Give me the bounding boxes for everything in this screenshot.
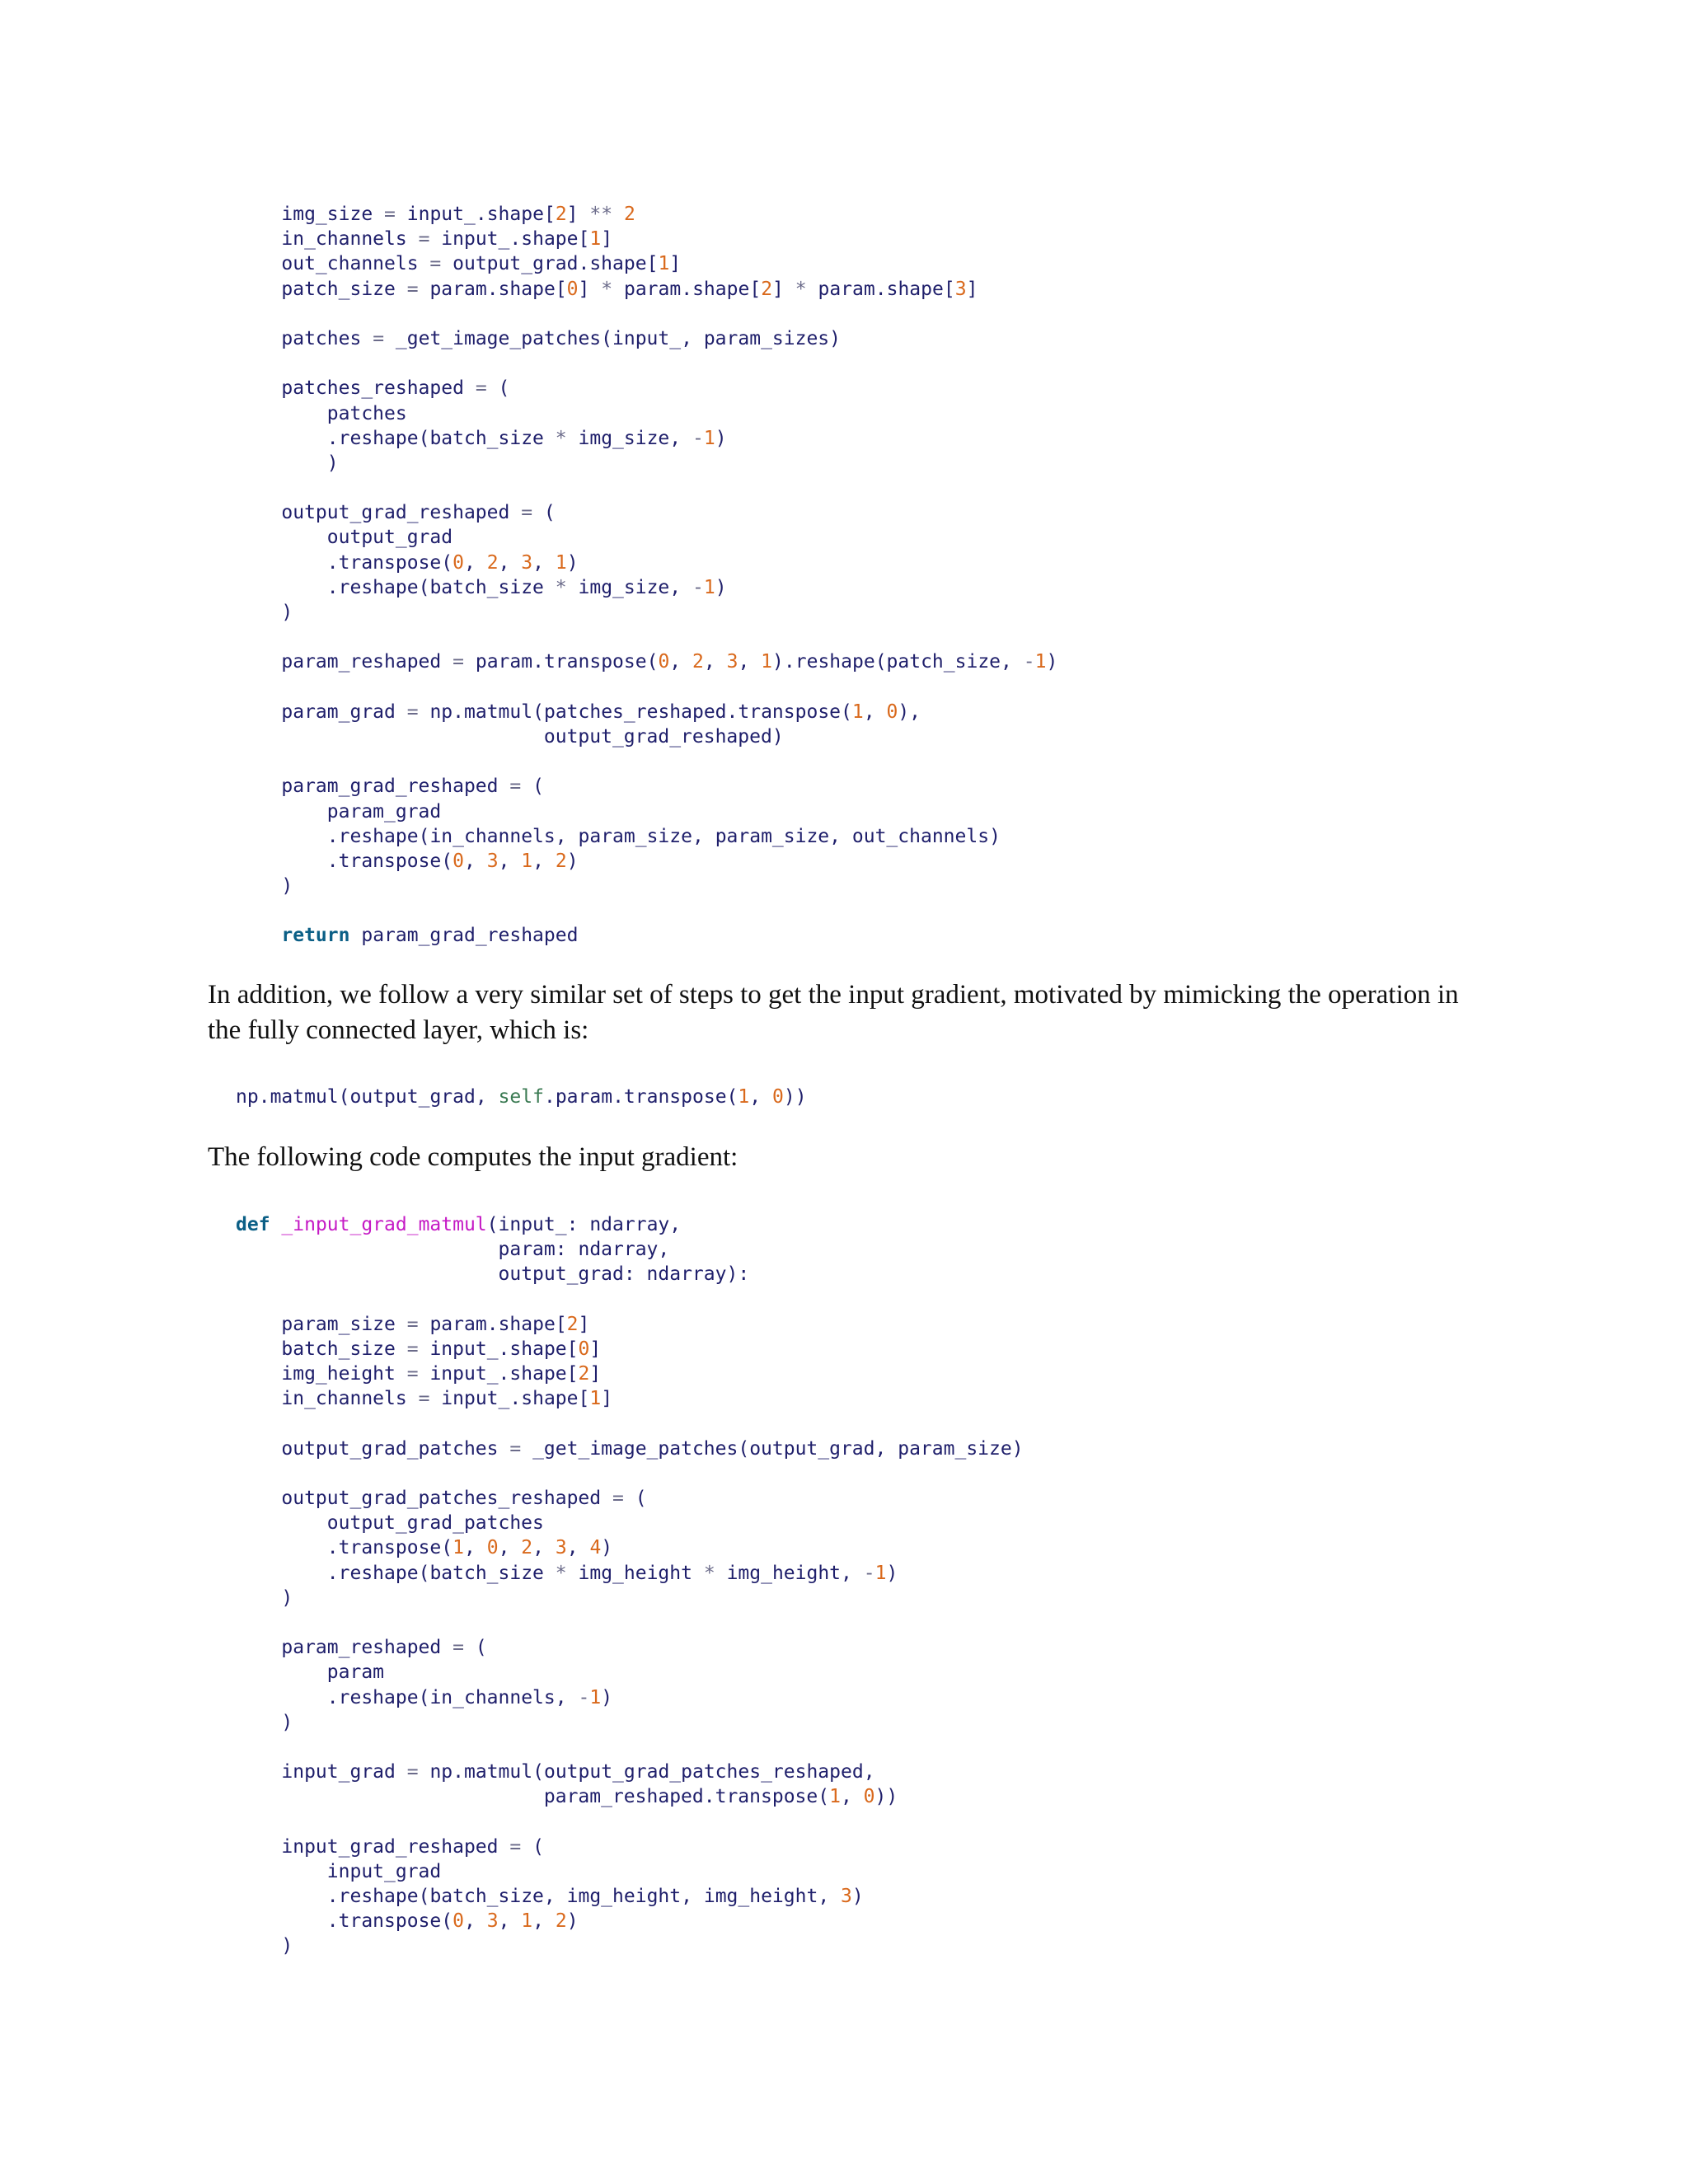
- code-line: def _input_grad_matmul(input_: ndarray,: [236, 1214, 682, 1235]
- code-line: output_grad_patches_reshaped = (: [281, 1488, 647, 1510]
- code-line: .transpose(0, 3, 1, 2): [326, 1910, 579, 1933]
- code-line: output_grad_reshaped): [543, 725, 784, 748]
- code-line: patch_size = param.shape[0] * param.shape[2] * param.shape[3]: [281, 278, 978, 300]
- code-line: output_grad_patches: [326, 1512, 544, 1535]
- code-line: param_grad: [326, 800, 442, 823]
- code-line: np.matmul(output_grad, self.param.transpose(1, 0)): [236, 1086, 807, 1108]
- code-line: output_grad_reshaped = (: [281, 502, 556, 524]
- code-line: input_grad_reshaped = (: [281, 1835, 544, 1858]
- code-line: img_height = input_.shape[2]: [281, 1363, 602, 1385]
- paragraph-input-gradient-code-intro: The following code computes the input gradient:: [208, 1142, 738, 1172]
- code-line: param: ndarray,: [498, 1239, 670, 1261]
- code-line: batch_size = input_.shape[0]: [281, 1338, 602, 1360]
- code-line: in_channels = input_.shape[1]: [281, 1388, 613, 1410]
- code-line: .reshape(batch_size, img_height, img_height, 3): [326, 1886, 864, 1908]
- code-block-param-grad: [236, 202, 1057, 949]
- code-line: ): [281, 602, 293, 623]
- code-line: ): [281, 875, 293, 898]
- code-line: [236, 1810, 1024, 1835]
- code-line: patches = _get_image_patches(input_, param_sizes): [281, 327, 842, 349]
- code-line: [236, 675, 1057, 700]
- code-line: [236, 1735, 1024, 1760]
- code-line: [236, 1412, 1024, 1436]
- code-line: .transpose(0, 3, 1, 2): [326, 850, 579, 872]
- code-line: patches: [326, 402, 407, 424]
- code-line: img_size = input_.shape[2] ** 2: [281, 204, 635, 225]
- code-line: output_grad: [326, 527, 453, 549]
- code-line: ): [326, 452, 339, 474]
- code-line: param: [326, 1661, 385, 1684]
- code-line: out_channels = output_grad.shape[1]: [281, 253, 682, 275]
- code-line: [236, 898, 1057, 923]
- code-line: input_grad = np.matmul(output_grad_patches_reshaped,: [281, 1761, 875, 1783]
- code-line: [236, 1461, 1024, 1486]
- code-line: [236, 625, 1057, 649]
- code-line: .reshape(in_channels, -1): [326, 1686, 613, 1708]
- code-line: ): [281, 1935, 293, 1957]
- code-block-matmul-example: [236, 1085, 807, 1109]
- code-line: output_grad: ndarray):: [498, 1263, 750, 1286]
- code-line: param_reshaped = param.transpose(0, 2, 3, 1).reshape(patch_size, -1): [281, 651, 1058, 673]
- paragraph-input-gradient-intro: In addition, we follow a very similar set of steps to get the input gradient, motivated by mimicking the operation in the fully connected layer, which is:: [208, 980, 1459, 1045]
- code-line: .reshape(batch_size * img_height * img_height, -1): [326, 1562, 898, 1584]
- code-line: [236, 351, 1057, 376]
- code-line: input_grad: [326, 1860, 442, 1882]
- code-line: output_grad_patches = _get_image_patches(output_grad, param_size): [281, 1437, 1024, 1460]
- code-line: .reshape(batch_size * img_size, -1): [326, 427, 727, 449]
- code-line: .transpose(0, 2, 3, 1): [326, 551, 579, 574]
- code-line: return param_grad_reshaped: [281, 925, 579, 947]
- code-line: ): [281, 1586, 293, 1609]
- code-line: .reshape(batch_size * img_size, -1): [326, 576, 727, 598]
- code-line: [236, 1287, 1024, 1312]
- code-line: param_grad_reshaped = (: [281, 776, 544, 798]
- code-block-input-grad: [236, 1212, 1024, 1959]
- code-line: [236, 302, 1057, 326]
- code-line: param_size = param.shape[2]: [281, 1313, 590, 1335]
- code-line: .transpose(1, 0, 2, 3, 4): [326, 1537, 613, 1559]
- code-line: .reshape(in_channels, param_size, param_size, out_channels): [326, 825, 1001, 847]
- code-line: in_channels = input_.shape[1]: [281, 228, 613, 251]
- code-line: [236, 1610, 1024, 1635]
- code-line: [236, 749, 1057, 774]
- code-line: param_reshaped.transpose(1, 0)): [543, 1786, 898, 1808]
- code-line: patches_reshaped = (: [281, 377, 510, 400]
- code-line: [236, 476, 1057, 500]
- code-line: param_grad = np.matmul(patches_reshaped.transpose(1, 0),: [281, 701, 921, 723]
- code-line: ): [281, 1711, 293, 1733]
- code-line: param_reshaped = (: [281, 1637, 487, 1659]
